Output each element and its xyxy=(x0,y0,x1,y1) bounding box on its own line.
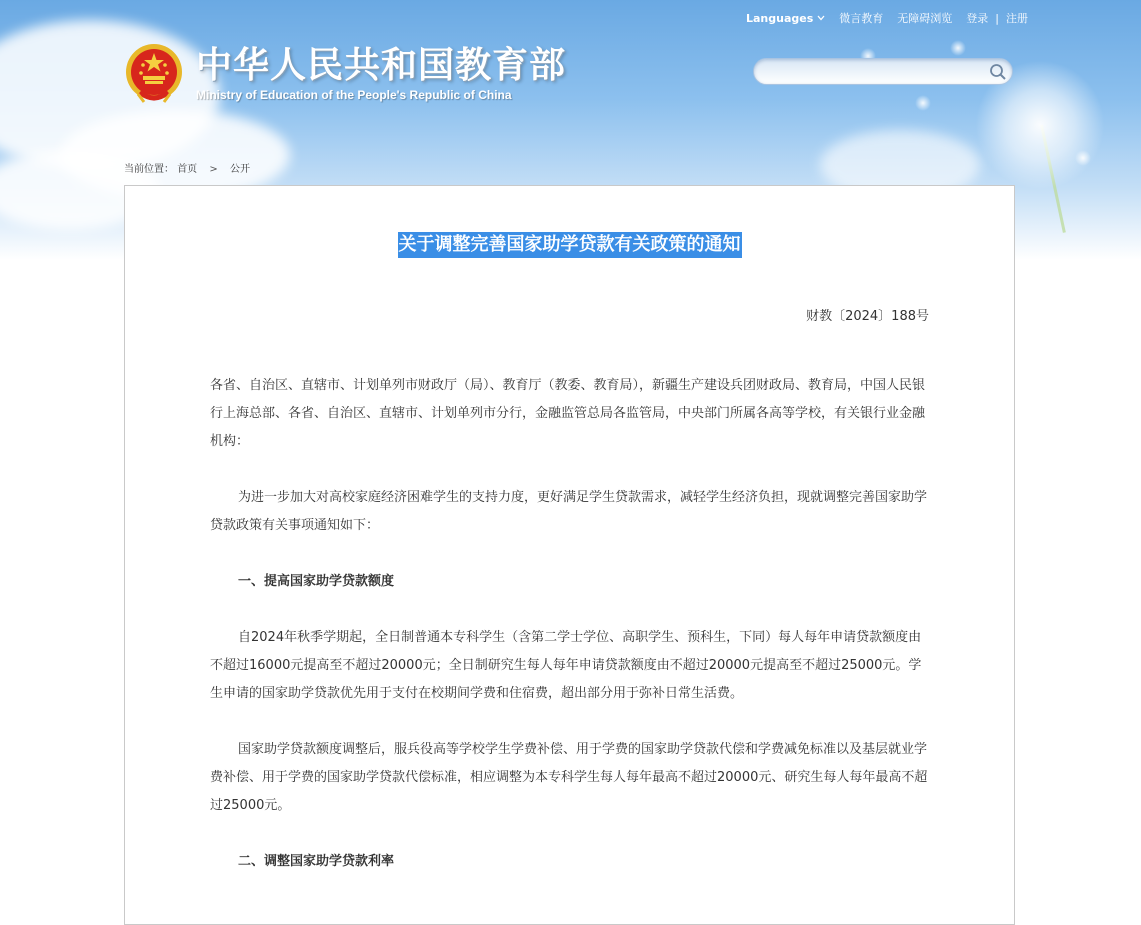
link-separator: | xyxy=(995,11,999,25)
breadcrumb-prefix: 当前位置： xyxy=(124,164,174,175)
weiyan-jiaoyu-link[interactable]: 微言教育 xyxy=(839,12,884,25)
languages-label: Languages xyxy=(746,11,814,25)
site-logo[interactable] xyxy=(124,42,566,106)
title-wrap xyxy=(125,232,1014,258)
search-input[interactable] xyxy=(766,63,980,83)
site-title-cn: 中华人民共和国教育部 xyxy=(196,45,567,86)
section-paragraph: 自2024年秋季学期起，全日制普通本专科学生（含第二学士学位、高职学生、预科生，下同）每人每年申请贷款额度由不超过16000元提高至不超过20000元；全日制研究生每人每年申请贷款额度由不超过20000元提高至不超过25000元。学生申请的国家助学贷款优先用于支付在校期间学费和住宿费，超出部分用于弥补日常生活费。 xyxy=(210,630,922,701)
article-body xyxy=(210,372,930,876)
national-emblem-icon xyxy=(124,42,184,106)
logo-text xyxy=(196,46,566,102)
languages-menu[interactable] xyxy=(746,12,825,25)
login-link[interactable]: 登录 xyxy=(966,12,989,25)
breadcrumb-item-gongkai[interactable]: 公开 xyxy=(229,164,250,175)
chevron-down-icon xyxy=(817,14,825,23)
document-number: 财教〔2024〕188号 xyxy=(806,309,929,324)
section-paragraph: 国家助学贷款额度调整后，服兵役高等学校学生学费补偿、用于学费的国家助学贷款代偿和学费减免标准以及基层就业学费补偿、用于学费的国家助学贷款代偿标准，相应调整为本专科学生每人每年最高不超过20000元、研究生每人每年最高不超过25000元。 xyxy=(210,742,928,813)
intro-paragraph: 为进一步加大对高校家庭经济困难学生的支持力度，更好满足学生贷款需求，减轻学生经济负担，现就调整完善国家助学贷款政策有关事项通知如下： xyxy=(210,490,928,533)
article-panel xyxy=(124,185,1015,925)
article-title: 关于调整完善国家助学贷款有关政策的通知 xyxy=(398,232,742,258)
register-link[interactable]: 注册 xyxy=(1006,12,1028,25)
accessibility-link[interactable]: 无障碍浏览 xyxy=(897,12,953,25)
section-heading: 二、调整国家助学贷款利率 xyxy=(238,854,395,869)
section-heading: 一、提高国家助学贷款额度 xyxy=(238,574,395,589)
breadcrumb-separator: > xyxy=(209,164,218,175)
search-icon[interactable] xyxy=(989,63,1007,81)
breadcrumb-item-home[interactable]: 首页 xyxy=(177,164,198,175)
breadcrumb xyxy=(124,160,250,175)
site-title-en: Ministry of Education of the People's Republic of China xyxy=(196,88,512,102)
addressee-paragraph: 各省、自治区、直辖市、计划单列市财政厅（局）、教育厅（教委、教育局），新疆生产建设兵团财政局、教育局，中国人民银行上海总部、各省、自治区、直辖市、计划单列市分行，金融监管总局各监管局，中央部门所属各高等学校，有关银行业金融机构： xyxy=(210,378,926,449)
top-links xyxy=(746,10,1028,26)
search-box xyxy=(753,58,1013,85)
